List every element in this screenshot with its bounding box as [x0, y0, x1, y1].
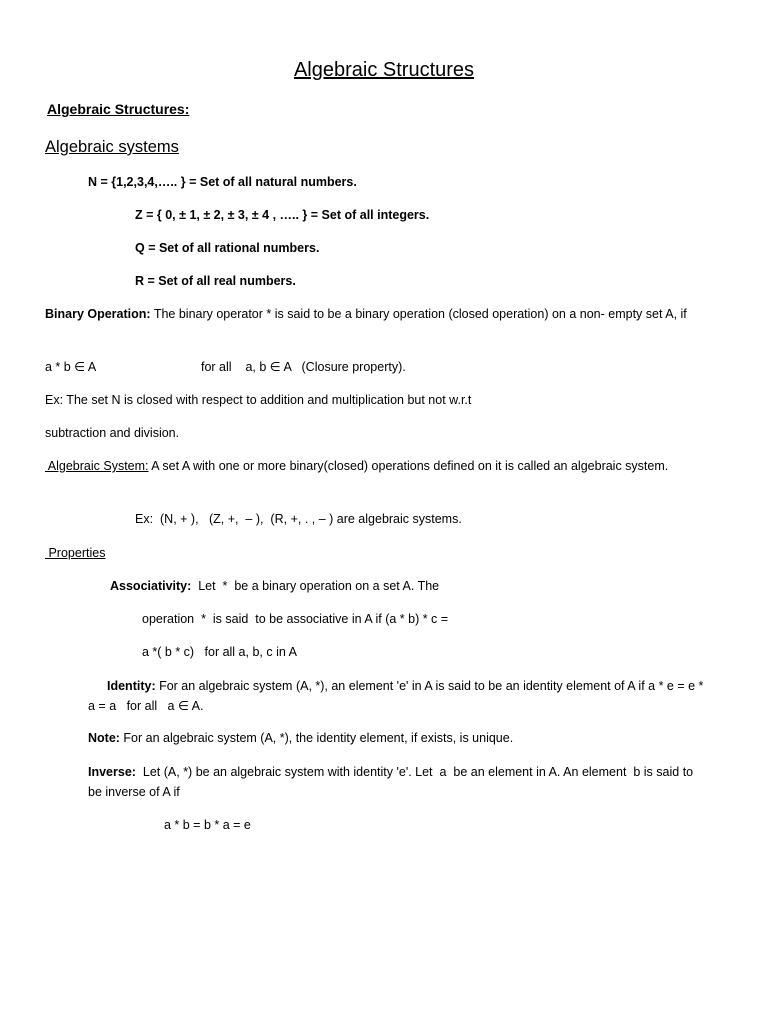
- associativity-line-1: [110, 578, 439, 594]
- inverse-formula: a * b = b * a = e: [164, 818, 251, 832]
- algebraic-system-label: Algebraic System:: [45, 459, 149, 473]
- inverse-paragraph: [88, 762, 708, 802]
- note-line: [88, 730, 513, 746]
- inverse-label: Inverse:: [88, 765, 136, 779]
- associativity-label: Associativity:: [110, 579, 192, 593]
- subheading-algebraic-systems: Algebraic systems: [45, 138, 179, 156]
- set-n-definition: N = {1,2,3,4,….. } = Set of all natural numbers.: [88, 175, 357, 189]
- set-q-definition: Q = Set of all rational numbers.: [135, 241, 320, 255]
- identity-text: For an algebraic system (A, *), an element 'e' in A is said to be an identity element of A if a * e = e * a = a for all a ∈ A.: [88, 679, 707, 713]
- binary-example-line-1: Ex: The set N is closed with respect to addition and multiplication but not w.r.t: [45, 393, 472, 407]
- associativity-text: Let * be a binary operation on a set A. The: [191, 579, 440, 593]
- closure-lhs: a * b ∈ A: [45, 360, 97, 374]
- binary-operation-paragraph: [45, 304, 705, 324]
- identity-paragraph: [88, 676, 708, 716]
- properties-heading: Properties: [45, 546, 106, 560]
- set-z-definition: Z = { 0, ± 1, ± 2, ± 3, ± 4 , ….. } = Set of all integers.: [135, 208, 430, 222]
- associativity-line-3: a *( b * c) for all a, b, c in A: [142, 645, 297, 659]
- algebraic-system-example: Ex: (N, + ), (Z, +, – ), (R, +, . , – ) are algebraic systems.: [135, 512, 462, 526]
- section-heading: Algebraic Structures:: [47, 101, 190, 117]
- binary-operation-label: Binary Operation:: [45, 307, 151, 321]
- binary-example-line-2: subtraction and division.: [45, 426, 180, 440]
- algebraic-system-text: A set A with one or more binary(closed) operations defined on it is called an algebraic system.: [148, 459, 669, 473]
- associativity-line-2: operation * is said to be associative in A if (a * b) * c =: [142, 612, 449, 626]
- document-title: Algebraic Structures: [293, 59, 475, 81]
- note-text: For an algebraic system (A, *), the identity element, if exists, is unique.: [119, 731, 514, 745]
- identity-label: Identity:: [107, 679, 156, 693]
- note-label: Note:: [88, 731, 120, 745]
- set-r-definition: R = Set of all real numbers.: [135, 274, 296, 288]
- inverse-text: Let (A, *) be an algebraic system with identity 'e'. Let a be an element in A. An element b is said to be inverse of A if: [88, 765, 697, 799]
- binary-operation-text: The binary operator * is said to be a binary operation (closed operation) on a non- empty set A, if: [150, 307, 687, 321]
- algebraic-system-paragraph: [45, 456, 705, 476]
- closure-rhs: for all a, b ∈ A (Closure property).: [201, 360, 406, 374]
